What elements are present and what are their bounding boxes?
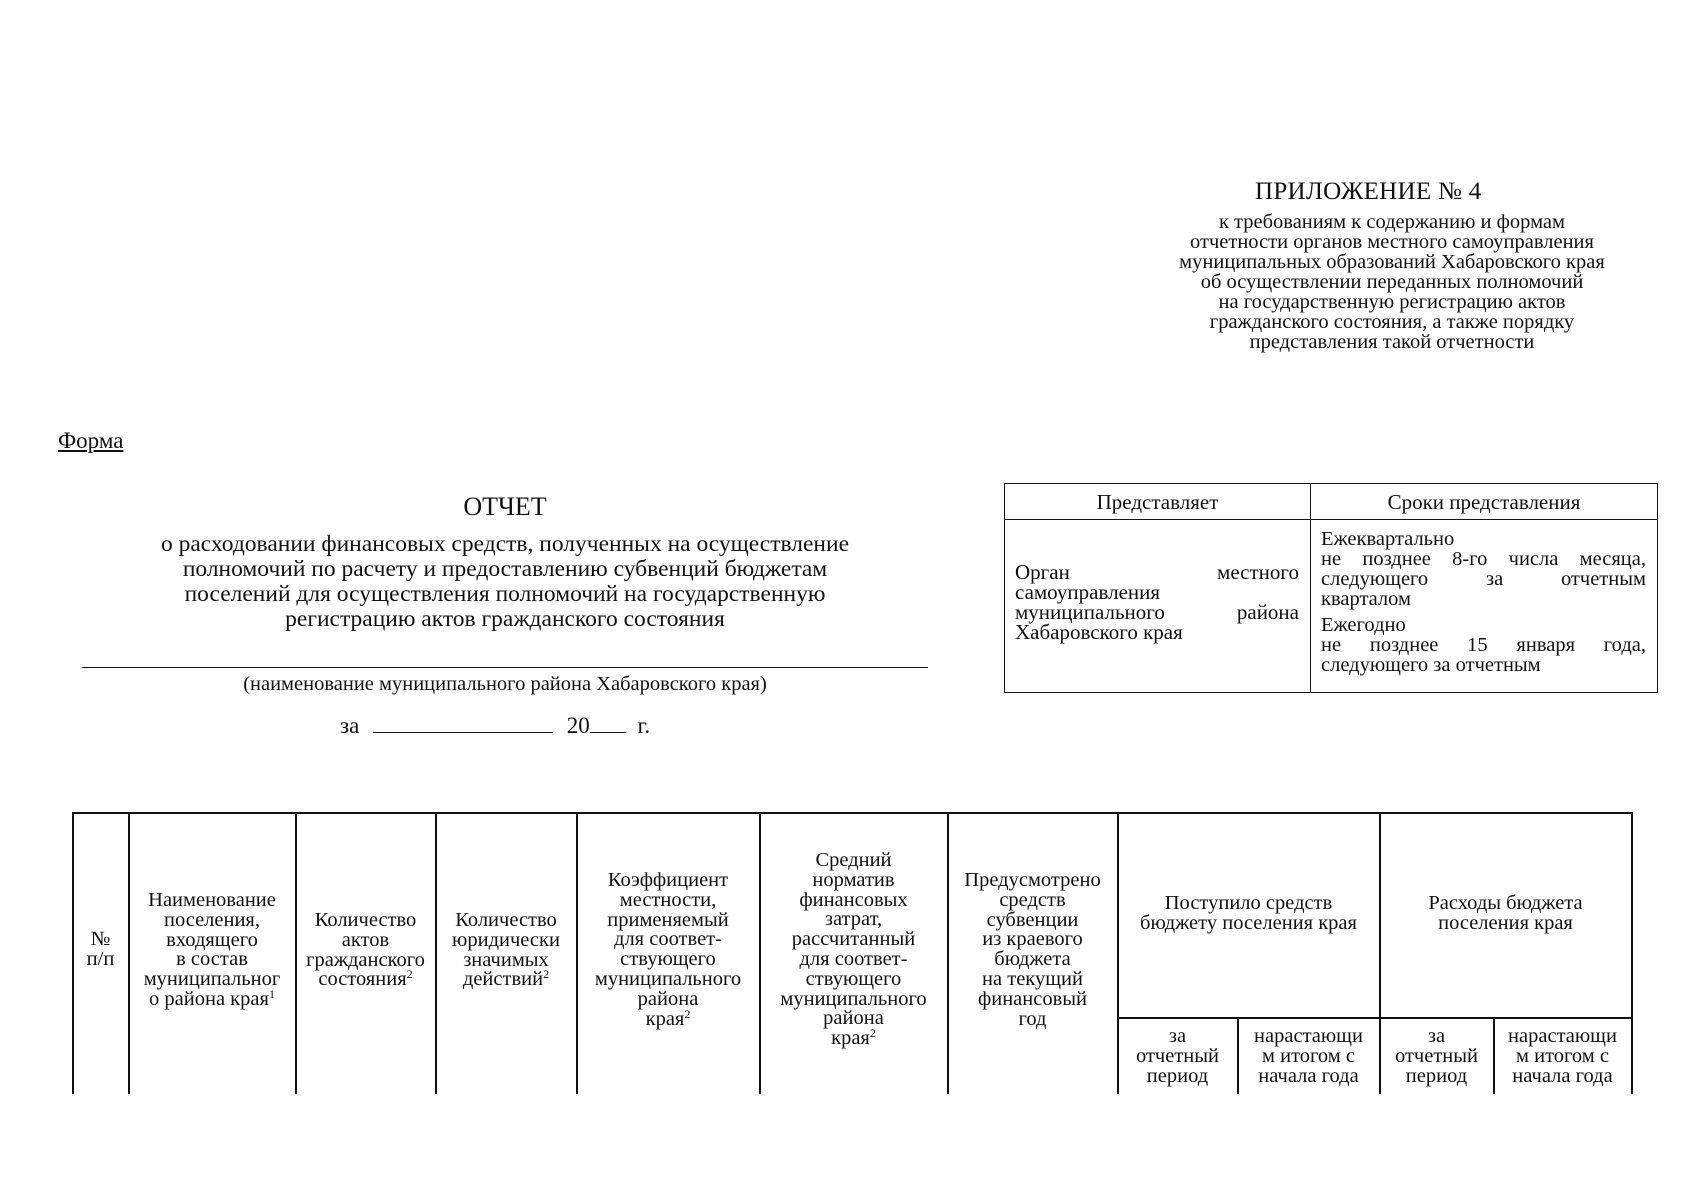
organ-line: самоуправления — [1015, 580, 1161, 604]
appendix-subtitle-line: отчетности органов местного самоуправления — [1190, 231, 1594, 253]
quarterly-line: кварталом — [1321, 588, 1411, 610]
deadlines — [1321, 529, 1646, 675]
yearly-line: не позднее 15 января года, — [1321, 634, 1646, 656]
yearly-title: Ежегодно — [1321, 614, 1406, 636]
report-description-line: полномочий по расчету и предоставлению субвенций бюджетам — [182, 556, 828, 582]
header-submits: Представляет — [1096, 490, 1219, 514]
appendix-subtitle-line: представления такой отчетности — [1249, 331, 1535, 353]
report-table — [72, 812, 1632, 1094]
table-border — [72, 812, 1632, 814]
organ-line: Орган местного — [1015, 560, 1299, 584]
header-deadlines: Сроки представления — [1387, 490, 1581, 514]
appendix-subtitle — [1112, 212, 1672, 352]
submitting-organ — [1015, 562, 1299, 642]
table-divider — [1310, 484, 1311, 692]
report-period — [340, 710, 650, 739]
form-label: Форма — [58, 428, 124, 453]
appendix-title: ПРИЛОЖЕНИЕ № 4 — [1255, 178, 1482, 205]
column-header-actions: Количество юридически значимых действий$^2$ — [452, 909, 560, 991]
subcolumn-received-period: за отчетный период — [1135, 1025, 1220, 1087]
report-title: ОТЧЕТ — [463, 492, 547, 521]
report-description-line: регистрацию актов гражданского состояния — [285, 606, 725, 632]
table-divider — [1005, 519, 1657, 520]
report-description-line: поселений для осуществления полномочий на государственную — [184, 581, 826, 607]
column-header-settlement: Наименование поселения, входящего в состав муниципальног о района края$^1$ — [143, 889, 281, 1010]
quarterly-line: следующего за отчетным — [1321, 568, 1646, 590]
organ-line: муниципального района — [1015, 600, 1299, 624]
appendix-subtitle-line: гражданского состояния, а также порядку — [1209, 311, 1575, 333]
column-header-acts: Количество актов гражданского состояния$^2$ — [306, 909, 425, 991]
column-group-expenses: Расходы бюджета поселения края — [1428, 892, 1583, 934]
appendix-subtitle-line: об осуществлении переданных полномочий — [1200, 271, 1584, 293]
appendix-subtitle-line: муниципальных образований Хабаровского края — [1179, 251, 1605, 273]
column-header-planned: Предусмотрено средств субвенции из краевого бюджета на текущий финансовый год — [964, 869, 1101, 1030]
district-name-caption: (наименование муниципального района Хабаровского края) — [243, 673, 767, 695]
year-blank-field[interactable] — [590, 710, 626, 733]
column-header-norm: Средний норматив финансовых затрат, рассчитанный для соответ- ствующего муниципального района края$^2$ — [780, 849, 927, 1050]
quarterly-line: не позднее 8-го числа месяца, — [1321, 548, 1646, 570]
period-prefix: за — [340, 713, 360, 738]
column-header-coefficient: Коэффициент местности, применяемый для соответ- ствующего муниципального района края$^2$ — [594, 869, 742, 1030]
period-year-prefix: 20 — [566, 713, 590, 738]
yearly-line: следующего за отчетным — [1321, 654, 1541, 676]
appendix-subtitle-line: к требованиям к содержанию и формам — [1218, 211, 1566, 233]
column-group-received: Поступило средств бюджету поселения края — [1140, 892, 1357, 934]
submission-table — [1004, 483, 1658, 693]
district-name-field[interactable] — [82, 667, 928, 668]
subcolumn-expenses-period: за отчетный период — [1394, 1025, 1479, 1087]
period-blank-field[interactable] — [373, 710, 553, 733]
column-header-number: № п/п — [86, 928, 115, 970]
report-description — [60, 532, 950, 632]
quarterly-title: Ежеквартально — [1321, 528, 1455, 550]
organ-line: Хабаровского края — [1015, 620, 1183, 644]
subcolumn-received-cumulative: нарастающи м итогом с начала года — [1254, 1025, 1363, 1087]
subcolumn-expenses-cumulative: нарастающи м итогом с начала года — [1508, 1025, 1617, 1087]
report-description-line: о расходовании финансовых средств, полученных на осуществление — [161, 531, 849, 557]
table-divider — [1117, 1017, 1632, 1019]
appendix-subtitle-line: на государственную регистрацию актов — [1218, 291, 1566, 313]
period-suffix: г. — [637, 713, 651, 738]
